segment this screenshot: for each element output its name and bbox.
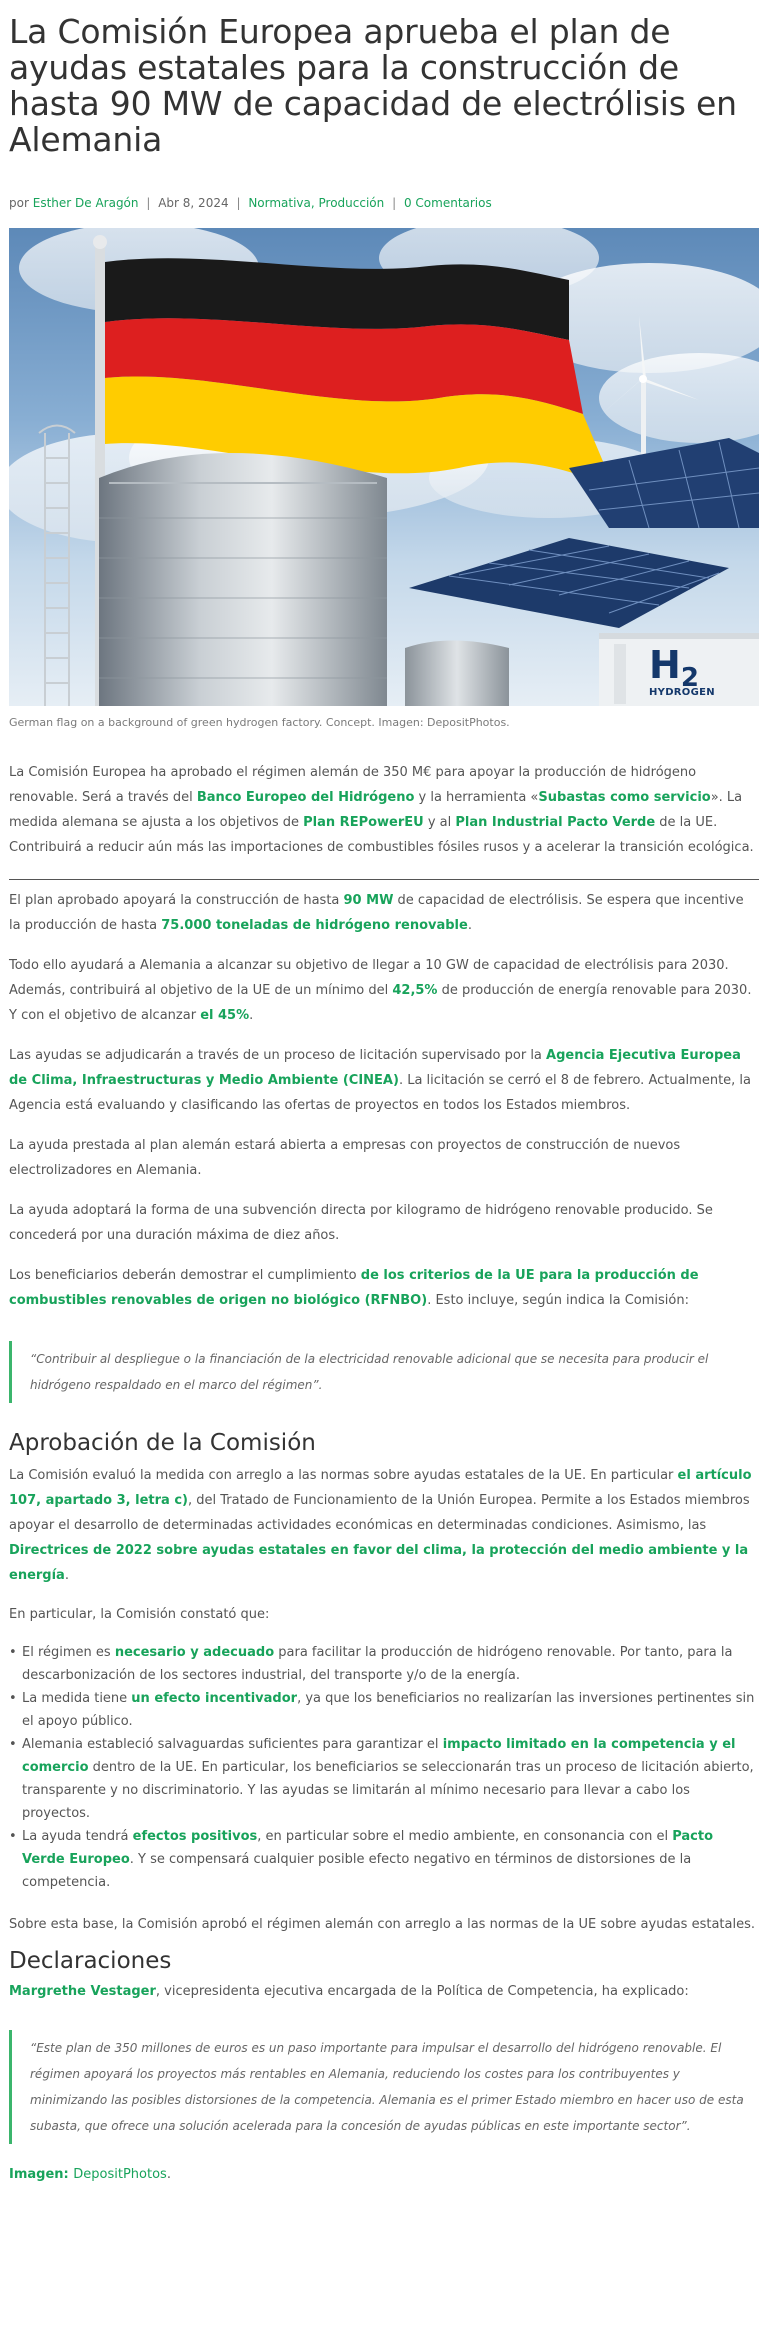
paragraph-8 bbox=[9, 1463, 759, 1588]
text: La ayuda tendrá bbox=[22, 1829, 133, 1844]
text: y la herramienta « bbox=[414, 790, 539, 805]
list-item bbox=[9, 1641, 759, 1687]
text: La Comisión evaluó la medida con arreglo a las normas sobre ayudas estatales de la UE. En particular bbox=[9, 1468, 678, 1483]
link-rfnbo-criterios[interactable]: de los criterios de la UE para la producción de combustibles renovables de origen no biológico (RFNBO) bbox=[9, 1268, 699, 1308]
text: de la UE. Contribuirá a reducir aún más las importaciones de combustibles fósiles rusos y a acelerar la transición ecológica. bbox=[9, 815, 754, 855]
comments-link[interactable]: 0 Comentarios bbox=[403, 196, 492, 210]
text: dentro de la UE. En particular, los beneficiarios se seleccionarán tras un proceso de licitación abierto, transparente y no discriminatorio. Y las ayudas se limitarán al mínimo necesario para llevar a cabo los proyectos. bbox=[22, 1760, 754, 1821]
highlight-90mw: 90 MW bbox=[343, 893, 394, 908]
text: para facilitar la producción de hidrógeno renovable. Por tanto, para la descarbonización de los sectores industrial, del transporte y/o de la energía. bbox=[22, 1645, 733, 1683]
categories-link[interactable]: Normativa, Producción bbox=[248, 196, 385, 210]
paragraph-9: En particular, la Comisión constató que: bbox=[9, 1607, 270, 1622]
credit-label: Imagen: bbox=[9, 2167, 74, 2182]
findings-list bbox=[9, 1641, 759, 1894]
highlight-impacto-limitado: impacto limitado en la competencia y el comercio bbox=[22, 1737, 736, 1775]
paragraph-6: La ayuda adoptará la forma de una subvención directa por kilogramo de hidrógeno renovable producido. Se concederá por una duración máxima de diez años. bbox=[9, 1203, 713, 1243]
paragraph-3 bbox=[9, 953, 759, 1028]
section-heading-aprobacion: Aprobación de la Comisión bbox=[9, 1430, 316, 1456]
text: El plan aprobado apoyará la construcción de hasta bbox=[9, 893, 344, 908]
author-link[interactable]: Esther De Aragón bbox=[32, 196, 139, 210]
paragraph-10: Sobre esta base, la Comisión aprobó el régimen alemán con arreglo a las normas de la UE sobre ayudas estatales. bbox=[9, 1917, 755, 1932]
divider bbox=[9, 879, 759, 880]
text: . La licitación se cerró el 8 de febrero. Actualmente, la Agencia está evaluando y clasificando las ofertas de proyectos en todos los Estados miembros. bbox=[9, 1073, 752, 1113]
link-banco-europeo-hidrogeno[interactable]: Banco Europeo del Hidrógeno bbox=[196, 790, 415, 805]
meta-separator: | bbox=[392, 196, 397, 210]
h2-logo bbox=[649, 643, 739, 702]
text: . Esto incluye, según indica la Comisión: bbox=[427, 1293, 689, 1308]
text: . bbox=[467, 918, 472, 933]
image-caption: German flag on a background of green hydrogen factory. Concept. Imagen: DepositPhotos. bbox=[9, 716, 510, 729]
paragraph-7 bbox=[9, 1263, 759, 1313]
text: ». La medida alemana se ajusta a los objetivos de bbox=[9, 790, 743, 830]
text: , vicepresidenta ejecutiva encargada de la Política de Competencia, ha explicado: bbox=[155, 1984, 689, 1999]
text: , en particular sobre el medio ambiente, en consonancia con el bbox=[257, 1829, 673, 1844]
link-repowereu[interactable]: Plan REPowerEU bbox=[303, 815, 424, 830]
h2-subscript: 2 bbox=[680, 663, 699, 693]
text: y al bbox=[423, 815, 456, 830]
link-subastas-servicio[interactable]: Subastas como servicio bbox=[538, 790, 711, 805]
list-item bbox=[9, 1825, 759, 1894]
hydrogen-label: HYDROGEN bbox=[649, 687, 715, 698]
text: de capacidad de electrólisis. Se espera que incentive la producción de hasta bbox=[9, 893, 744, 933]
text: . Y se compensará cualquier posible efecto negativo en términos de distorsiones de la competencia. bbox=[22, 1852, 692, 1890]
paragraph-2 bbox=[9, 888, 759, 938]
text: Alemania estableció salvaguardas suficientes para garantizar el bbox=[22, 1737, 443, 1752]
text: El régimen es bbox=[22, 1645, 115, 1660]
highlight-efecto-incentivador: un efecto incentivador bbox=[131, 1691, 298, 1706]
h2-letter: H bbox=[649, 643, 681, 687]
link-pacto-verde-europeo[interactable]: Pacto Verde Europeo bbox=[22, 1829, 714, 1867]
paragraph-1 bbox=[9, 760, 759, 860]
highlight-45: el 45% bbox=[200, 1008, 250, 1023]
paragraph-5: La ayuda prestada al plan alemán estará abierta a empresas con proyectos de construcción de nuevos electrolizadores en Alemania. bbox=[9, 1138, 681, 1178]
blockquote-1: “Contribuir al despliegue o la financiación de la electricidad renovable adicional que se necesita para producir el hidrógeno respaldado en el marco del régimen”. bbox=[9, 1341, 759, 1403]
highlight-efectos-positivos: efectos positivos bbox=[132, 1829, 258, 1844]
post-date: Abr 8, 2024 bbox=[158, 196, 229, 210]
meta-by: por bbox=[9, 196, 29, 210]
text: . bbox=[64, 1568, 69, 1583]
hero-image bbox=[9, 228, 759, 706]
link-margrethe-vestager[interactable]: Margrethe Vestager bbox=[9, 1984, 156, 1999]
link-articulo-107[interactable]: el artículo 107, apartado 3, letra c) bbox=[9, 1468, 752, 1508]
text: Los beneficiarios deberán demostrar el cumplimiento bbox=[9, 1268, 361, 1283]
text: Todo ello ayudará a Alemania a alcanzar su objetivo de llegar a 10 GW de capacidad de electrólisis para 2030. Además, contribuirá al objetivo de la UE de un mínimo del bbox=[9, 958, 729, 998]
text: , del Tratado de Funcionamiento de la Unión Europea. Permite a los Estados miembros apoyar el desarrollo de determinadas actividades económicas en determinadas condiciones. Asimismo, las bbox=[9, 1493, 750, 1533]
meta-separator: | bbox=[146, 196, 151, 210]
paragraph-11 bbox=[9, 1979, 759, 2004]
link-directrices-2022[interactable]: Directrices de 2022 sobre ayudas estatales en favor del clima, la protección del medio ambiente y la energía bbox=[9, 1543, 749, 1583]
article-title: La Comisión Europea aprueba el plan de ayudas estatales para la construcción de hasta 90 MW de capacidad de electrólisis en Alemania bbox=[9, 12, 737, 159]
list-item bbox=[9, 1733, 759, 1825]
article bbox=[9, 14, 759, 2187]
paragraph-4 bbox=[9, 1043, 759, 1118]
highlight-necesario-adecuado: necesario y adecuado bbox=[114, 1645, 275, 1660]
meta-separator: | bbox=[236, 196, 241, 210]
text: de producción de energía renovable para 2030. Y con el objetivo de alcanzar bbox=[9, 983, 752, 1023]
post-meta bbox=[9, 194, 759, 212]
storage-tank bbox=[99, 453, 387, 706]
hero-illustration bbox=[9, 228, 759, 706]
text: La Comisión Europea ha aprobado el régimen alemán de 350 M€ para apoyar la producción de hidrógeno renovable. Será a través del bbox=[9, 765, 697, 805]
link-pacto-verde[interactable]: Plan Industrial Pacto Verde bbox=[455, 815, 656, 830]
text: . bbox=[249, 1008, 254, 1023]
blockquote-2: “Este plan de 350 millones de euros es un paso importante para impulsar el desarrollo del hidrógeno renovable. El régimen apoyará los proyectos más rentables en Alemania, reduciendo los costes para los contribuyentes y minimizando las posibles distorsiones de la competencia. Alemania es el primer Estado miembro en hacer uso de esta subasta, que ofrece una solución acelerada para la concesión de ayudas públicas en este importante sector”. bbox=[9, 2030, 759, 2144]
link-depositphotos[interactable]: DepositPhotos bbox=[73, 2167, 167, 2182]
text: , ya que los beneficiarios no realizarían las inversiones pertinentes sin el apoyo público. bbox=[22, 1691, 755, 1729]
credit-end: . bbox=[166, 2167, 171, 2182]
section-heading-declaraciones: Declaraciones bbox=[9, 1948, 172, 1974]
image-credit bbox=[9, 2162, 759, 2187]
small-tank bbox=[405, 641, 509, 707]
text: La medida tiene bbox=[22, 1691, 132, 1706]
list-item bbox=[9, 1687, 759, 1733]
highlight-75000-toneladas: 75.000 toneladas de hidrógeno renovable bbox=[161, 918, 468, 933]
link-cinea[interactable]: Agencia Ejecutiva Europea de Clima, Infraestructuras y Medio Ambiente (CINEA) bbox=[9, 1048, 741, 1088]
highlight-42-5: 42,5% bbox=[392, 983, 438, 998]
text: Las ayudas se adjudicarán a través de un proceso de licitación supervisado por la bbox=[9, 1048, 547, 1063]
